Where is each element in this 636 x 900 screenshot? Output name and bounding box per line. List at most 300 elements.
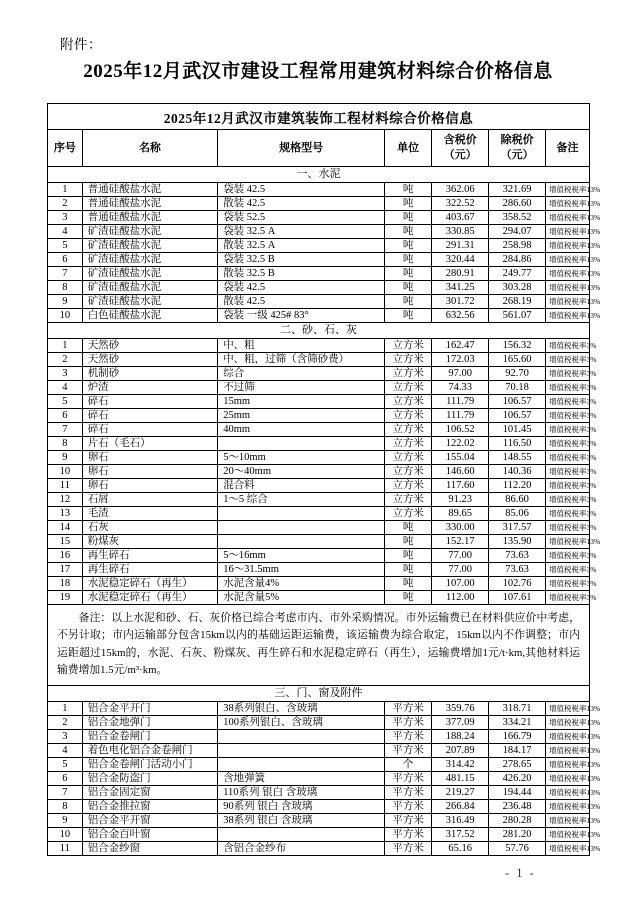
spec-model (218, 743, 385, 757)
table-row (48, 183, 590, 197)
row-index: 16 (48, 549, 83, 563)
spec-model: 40mm (218, 423, 385, 437)
remark: 增值税税率13% (546, 701, 590, 715)
material-name: 铝合金百叶窗 (82, 827, 218, 841)
remark: 增值税税率3% (546, 381, 590, 395)
row-index: 6 (48, 771, 83, 785)
section-heading: 三、门、窗及附件 (48, 685, 590, 701)
price-excl-tax: 334.21 (489, 715, 546, 729)
material-name: 白色硅酸盐水泥 (82, 309, 218, 323)
price-incl-tax: 266.84 (432, 799, 489, 813)
column-header-2: 规格型号 (218, 130, 385, 167)
price-excl-tax: 107.61 (489, 591, 546, 605)
remark: 增值税税率13% (546, 225, 590, 239)
row-index: 9 (48, 813, 83, 827)
price-incl-tax: 330.85 (432, 225, 489, 239)
price-excl-tax: 358.52 (489, 211, 546, 225)
unit: 吨 (385, 211, 432, 225)
price-excl-tax: 148.55 (489, 451, 546, 465)
table-row (48, 493, 590, 507)
price-excl-tax: 184.17 (489, 743, 546, 757)
table-row (48, 771, 590, 785)
remark: 增值税税率13% (546, 827, 590, 841)
price-incl-tax: 301.72 (432, 295, 489, 309)
table-row (48, 743, 590, 757)
unit: 立方米 (385, 409, 432, 423)
price-excl-tax: 116.50 (489, 437, 546, 451)
spec-model (218, 535, 385, 549)
remark: 增值税税率13% (546, 309, 590, 323)
material-name: 铝合金固定窗 (82, 785, 218, 799)
table-row (48, 563, 590, 577)
price-excl-tax: 106.57 (489, 409, 546, 423)
unit: 立方米 (385, 493, 432, 507)
spec-model: 90系列 银白 含玻璃 (218, 799, 385, 813)
spec-model: 袋装 42.5 (218, 183, 385, 197)
spec-model: 110系列 银白 含玻璃 (218, 785, 385, 799)
remark: 增值税税率3% (546, 395, 590, 409)
spec-model: 20～40mm (218, 465, 385, 479)
row-index: 7 (48, 267, 83, 281)
unit: 平方米 (385, 841, 432, 855)
spec-model: 16～31.5mm (218, 563, 385, 577)
unit: 吨 (385, 295, 432, 309)
row-index: 4 (48, 381, 83, 395)
unit: 平方米 (385, 715, 432, 729)
table-row (48, 549, 590, 563)
row-index: 15 (48, 535, 83, 549)
material-name: 铝合金平开窗 (82, 813, 218, 827)
price-excl-tax: 294.07 (489, 225, 546, 239)
row-index: 9 (48, 451, 83, 465)
material-name: 普通硅酸盐水泥 (82, 183, 218, 197)
unit: 吨 (385, 535, 432, 549)
price-incl-tax: 403.67 (432, 211, 489, 225)
price-incl-tax: 77.00 (432, 549, 489, 563)
price-excl-tax: 258.98 (489, 239, 546, 253)
unit: 平方米 (385, 785, 432, 799)
unit: 立方米 (385, 353, 432, 367)
spec-model: 5～10mm (218, 451, 385, 465)
table-row (48, 211, 590, 225)
material-name: 再生碎石 (82, 563, 218, 577)
unit: 立方米 (385, 451, 432, 465)
row-index: 19 (48, 591, 83, 605)
price-excl-tax: 249.77 (489, 267, 546, 281)
note-row (48, 605, 590, 686)
price-excl-tax: 321.69 (489, 183, 546, 197)
table-row (48, 715, 590, 729)
material-name: 炉渣 (82, 381, 218, 395)
material-name: 碎石 (82, 409, 218, 423)
spec-model: 不过筛 (218, 381, 385, 395)
spec-model: 水泥含量4% (218, 577, 385, 591)
unit: 吨 (385, 563, 432, 577)
material-name: 矿渣硅酸盐水泥 (82, 239, 218, 253)
row-index: 8 (48, 437, 83, 451)
section-heading: 二、砂、石、灰 (48, 323, 590, 339)
spec-model: 5～16mm (218, 549, 385, 563)
material-name: 水泥稳定碎石（再生） (82, 577, 218, 591)
unit: 吨 (385, 267, 432, 281)
price-excl-tax: 281.20 (489, 827, 546, 841)
table-title: 2025年12月武汉市建筑装饰工程材料综合价格信息 (48, 104, 590, 130)
row-index: 10 (48, 827, 83, 841)
spec-model: 中、粗，过筛（含筛砂费） (218, 353, 385, 367)
unit: 立方米 (385, 423, 432, 437)
price-incl-tax: 112.00 (432, 591, 489, 605)
material-name: 铝合金防盗门 (82, 771, 218, 785)
spec-model (218, 437, 385, 451)
table-row (48, 409, 590, 423)
spec-model (218, 827, 385, 841)
spec-model: 综合 (218, 367, 385, 381)
remark: 增值税税率3% (546, 437, 590, 451)
price-excl-tax: 165.60 (489, 353, 546, 367)
row-index: 4 (48, 225, 83, 239)
price-incl-tax: 111.79 (432, 395, 489, 409)
row-index: 3 (48, 211, 83, 225)
spec-model (218, 757, 385, 771)
price-excl-tax: 70.18 (489, 381, 546, 395)
price-incl-tax: 146.60 (432, 465, 489, 479)
unit: 吨 (385, 225, 432, 239)
material-name: 矿渣硅酸盐水泥 (82, 253, 218, 267)
material-name: 铝合金地弹门 (82, 715, 218, 729)
price-incl-tax: 188.24 (432, 729, 489, 743)
price-incl-tax: 317.52 (432, 827, 489, 841)
row-index: 17 (48, 563, 83, 577)
table-row (48, 367, 590, 381)
remark: 增值税税率3% (546, 563, 590, 577)
spec-model: 袋装 一级 425# 83° (218, 309, 385, 323)
price-incl-tax: 330.00 (432, 521, 489, 535)
unit: 平方米 (385, 799, 432, 813)
price-excl-tax: 102.76 (489, 577, 546, 591)
table-row (48, 729, 590, 743)
price-incl-tax: 207.89 (432, 743, 489, 757)
table-row (48, 451, 590, 465)
table-row (48, 757, 590, 771)
row-index: 14 (48, 521, 83, 535)
price-incl-tax: 320.44 (432, 253, 489, 267)
unit: 吨 (385, 197, 432, 211)
row-index: 2 (48, 353, 83, 367)
column-header-5: 除税价 （元） (489, 130, 546, 167)
section-header-row (48, 323, 590, 339)
material-name: 矿渣硅酸盐水泥 (82, 267, 218, 281)
table-row (48, 267, 590, 281)
page-number: - 1 - (505, 866, 536, 880)
price-excl-tax: 106.57 (489, 395, 546, 409)
row-index: 7 (48, 423, 83, 437)
material-name: 再生碎石 (82, 549, 218, 563)
remark: 增值税税率3% (546, 521, 590, 535)
remark: 增值税税率13% (546, 197, 590, 211)
material-name: 铝合金卷闸门 (82, 729, 218, 743)
row-index: 6 (48, 409, 83, 423)
table-row (48, 239, 590, 253)
material-name: 普通硅酸盐水泥 (82, 197, 218, 211)
spec-model: 水泥含量5% (218, 591, 385, 605)
table-title-row (48, 104, 590, 130)
price-excl-tax: 85.06 (489, 507, 546, 521)
price-incl-tax: 632.56 (432, 309, 489, 323)
table-row (48, 827, 590, 841)
spec-model: 袋装 42.5 (218, 281, 385, 295)
price-incl-tax: 89.65 (432, 507, 489, 521)
table-row (48, 701, 590, 715)
table-row (48, 381, 590, 395)
column-header-4: 含税价 （元） (432, 130, 489, 167)
unit: 立方米 (385, 437, 432, 451)
remark: 增值税税率13% (546, 757, 590, 771)
remark: 增值税税率3% (546, 367, 590, 381)
material-name: 铝合金纱窗 (82, 841, 218, 855)
material-name: 铝合金卷闸门活动小门 (82, 757, 218, 771)
spec-model: 散装 42.5 (218, 295, 385, 309)
price-incl-tax: 172.03 (432, 353, 489, 367)
price-excl-tax: 303.28 (489, 281, 546, 295)
column-header-6: 备注 (546, 130, 590, 167)
table-row (48, 813, 590, 827)
row-index: 13 (48, 507, 83, 521)
remark: 增值税税率3% (546, 409, 590, 423)
price-incl-tax: 117.60 (432, 479, 489, 493)
price-incl-tax: 65.16 (432, 841, 489, 855)
remark: 增值税税率13% (546, 267, 590, 281)
unit: 吨 (385, 239, 432, 253)
price-excl-tax: 278.65 (489, 757, 546, 771)
price-incl-tax: 341.25 (432, 281, 489, 295)
row-index: 1 (48, 183, 83, 197)
material-name: 矿渣硅酸盐水泥 (82, 281, 218, 295)
table-row (48, 577, 590, 591)
price-table-body (48, 167, 601, 856)
material-name: 天然砂 (82, 339, 218, 353)
remark: 增值税税率13% (546, 715, 590, 729)
table-row (48, 339, 590, 353)
spec-model: 散装 42.5 (218, 197, 385, 211)
remark: 增值税税率3% (546, 549, 590, 563)
price-excl-tax: 156.32 (489, 339, 546, 353)
spec-model: 38系列银白、含玻璃 (218, 701, 385, 715)
remark: 增值税税率3% (546, 465, 590, 479)
price-excl-tax: 112.20 (489, 479, 546, 493)
spec-model (218, 729, 385, 743)
price-excl-tax: 280.28 (489, 813, 546, 827)
price-excl-tax: 561.07 (489, 309, 546, 323)
price-excl-tax: 318.71 (489, 701, 546, 715)
remark: 增值税税率3% (546, 339, 590, 353)
table-row (48, 591, 590, 605)
price-incl-tax: 362.06 (432, 183, 489, 197)
unit: 平方米 (385, 827, 432, 841)
material-name: 矿渣硅酸盐水泥 (82, 295, 218, 309)
table-row (48, 353, 590, 367)
spec-model: 25mm (218, 409, 385, 423)
material-name: 粉煤灰 (82, 535, 218, 549)
remark: 增值税税率13% (546, 743, 590, 757)
material-name: 卵石 (82, 465, 218, 479)
remark: 增值税税率13% (546, 841, 590, 855)
unit: 吨 (385, 521, 432, 535)
price-excl-tax: 92.70 (489, 367, 546, 381)
table-note: 备注：以上水泥和砂、石、灰价格已综合考虑市内、市外采购情况。市外运输费已在材料供应价中考虑，不另计取；市内运输部分包含15km以内的基础运距运输费，该运输费为综合取定，15km以内不作调整；市内运距超过15km的，水泥、石灰、粉煤灰、再生碎石和水泥稳定碎石（再生），运输费增加1元/t·km,其他材料运输费增加1.5元/m³·km。 (57, 612, 580, 677)
column-header-0: 序号 (48, 130, 83, 167)
spec-model: 散装 32.5 A (218, 239, 385, 253)
remark: 增值税税率3% (546, 577, 590, 591)
column-header-1: 名称 (82, 130, 218, 167)
price-incl-tax: 155.04 (432, 451, 489, 465)
price-excl-tax: 284.86 (489, 253, 546, 267)
spec-model: 100系列银白、含玻璃 (218, 715, 385, 729)
unit: 平方米 (385, 729, 432, 743)
unit: 立方米 (385, 367, 432, 381)
row-index: 1 (48, 701, 83, 715)
unit: 立方米 (385, 479, 432, 493)
row-index: 9 (48, 295, 83, 309)
remark: 增值税税率13% (546, 813, 590, 827)
remark: 增值税税率3% (546, 507, 590, 521)
remark: 增值税税率13% (546, 729, 590, 743)
row-index: 3 (48, 367, 83, 381)
unit: 吨 (385, 253, 432, 267)
material-name: 铝合金推拉窗 (82, 799, 218, 813)
price-incl-tax: 107.00 (432, 577, 489, 591)
page-title: 2025年12月武汉市建设工程常用建筑材料综合价格信息 (83, 61, 553, 82)
unit: 立方米 (385, 507, 432, 521)
table-row (48, 507, 590, 521)
price-incl-tax: 377.09 (432, 715, 489, 729)
material-name: 毛渣 (82, 507, 218, 521)
price-incl-tax: 316.49 (432, 813, 489, 827)
material-name: 水泥稳定碎石（再生） (82, 591, 218, 605)
table-row (48, 281, 590, 295)
table-row (48, 841, 590, 855)
section-header-row (48, 167, 590, 183)
material-name: 着色电化铝合金卷闸门 (82, 743, 218, 757)
row-index: 4 (48, 743, 83, 757)
price-incl-tax: 106.52 (432, 423, 489, 437)
price-incl-tax: 314.42 (432, 757, 489, 771)
column-header-3: 单位 (385, 130, 432, 167)
price-incl-tax: 122.02 (432, 437, 489, 451)
row-index: 8 (48, 799, 83, 813)
material-name: 机制砂 (82, 367, 218, 381)
unit: 平方米 (385, 701, 432, 715)
material-name: 卵石 (82, 479, 218, 493)
table-row (48, 479, 590, 493)
price-excl-tax: 236.48 (489, 799, 546, 813)
row-index: 7 (48, 785, 83, 799)
spec-model: 袋装 52.5 (218, 211, 385, 225)
spec-model: 袋装 32.5 A (218, 225, 385, 239)
row-index: 11 (48, 841, 83, 855)
unit: 立方米 (385, 339, 432, 353)
row-index: 5 (48, 757, 83, 771)
row-index: 3 (48, 729, 83, 743)
spec-model: 中、粗 (218, 339, 385, 353)
spec-model: 散装 32.5 B (218, 267, 385, 281)
remark: 增值税税率3% (546, 423, 590, 437)
price-excl-tax: 140.36 (489, 465, 546, 479)
price-incl-tax: 280.91 (432, 267, 489, 281)
price-incl-tax: 152.17 (432, 535, 489, 549)
unit: 立方米 (385, 381, 432, 395)
table-row (48, 253, 590, 267)
unit: 立方米 (385, 395, 432, 409)
price-incl-tax: 77.00 (432, 563, 489, 577)
row-index: 10 (48, 309, 83, 323)
remark: 增值税税率13% (546, 799, 590, 813)
remark: 增值税税率13% (546, 211, 590, 225)
remark: 增值税税率3% (546, 591, 590, 605)
row-index: 10 (48, 465, 83, 479)
price-incl-tax: 359.76 (432, 701, 489, 715)
remark: 增值税税率3% (546, 493, 590, 507)
price-incl-tax: 74.33 (432, 381, 489, 395)
spec-model: 38系列 银白 含玻璃 (218, 813, 385, 827)
price-incl-tax: 111.79 (432, 409, 489, 423)
price-excl-tax: 101.45 (489, 423, 546, 437)
row-index: 5 (48, 395, 83, 409)
spec-model: 15mm (218, 395, 385, 409)
material-name: 片石（毛石） (82, 437, 218, 451)
remark: 增值税税率3% (546, 479, 590, 493)
table-row (48, 395, 590, 409)
row-index: 1 (48, 339, 83, 353)
spec-model: 袋装 32.5 B (218, 253, 385, 267)
attachment-label: 附件： (60, 37, 102, 52)
row-index: 12 (48, 493, 83, 507)
price-excl-tax: 426.20 (489, 771, 546, 785)
table-row (48, 295, 590, 309)
price-excl-tax: 268.19 (489, 295, 546, 309)
remark: 增值税税率13% (546, 535, 590, 549)
unit: 个 (385, 757, 432, 771)
price-excl-tax: 135.90 (489, 535, 546, 549)
unit: 吨 (385, 577, 432, 591)
material-name: 普通硅酸盐水泥 (82, 211, 218, 225)
table-row (48, 785, 590, 799)
unit: 平方米 (385, 813, 432, 827)
price-excl-tax: 166.79 (489, 729, 546, 743)
unit: 吨 (385, 309, 432, 323)
price-excl-tax: 73.63 (489, 549, 546, 563)
table-row (48, 465, 590, 479)
remark: 增值税税率13% (546, 183, 590, 197)
price-incl-tax: 91.23 (432, 493, 489, 507)
price-excl-tax: 57.76 (489, 841, 546, 855)
spec-model: 1～5 综合 (218, 493, 385, 507)
price-excl-tax: 86.60 (489, 493, 546, 507)
material-name: 铝合金平开门 (82, 701, 218, 715)
table-row (48, 437, 590, 451)
table-row (48, 521, 590, 535)
material-name: 碎石 (82, 395, 218, 409)
remark: 增值税税率13% (546, 295, 590, 309)
remark: 增值税税率13% (546, 771, 590, 785)
row-index: 11 (48, 479, 83, 493)
unit: 吨 (385, 549, 432, 563)
spec-model (218, 507, 385, 521)
section-heading: 一、水泥 (48, 167, 590, 183)
table-row (48, 225, 590, 239)
material-name: 卵石 (82, 451, 218, 465)
price-incl-tax: 481.15 (432, 771, 489, 785)
remark: 增值税税率13% (546, 239, 590, 253)
